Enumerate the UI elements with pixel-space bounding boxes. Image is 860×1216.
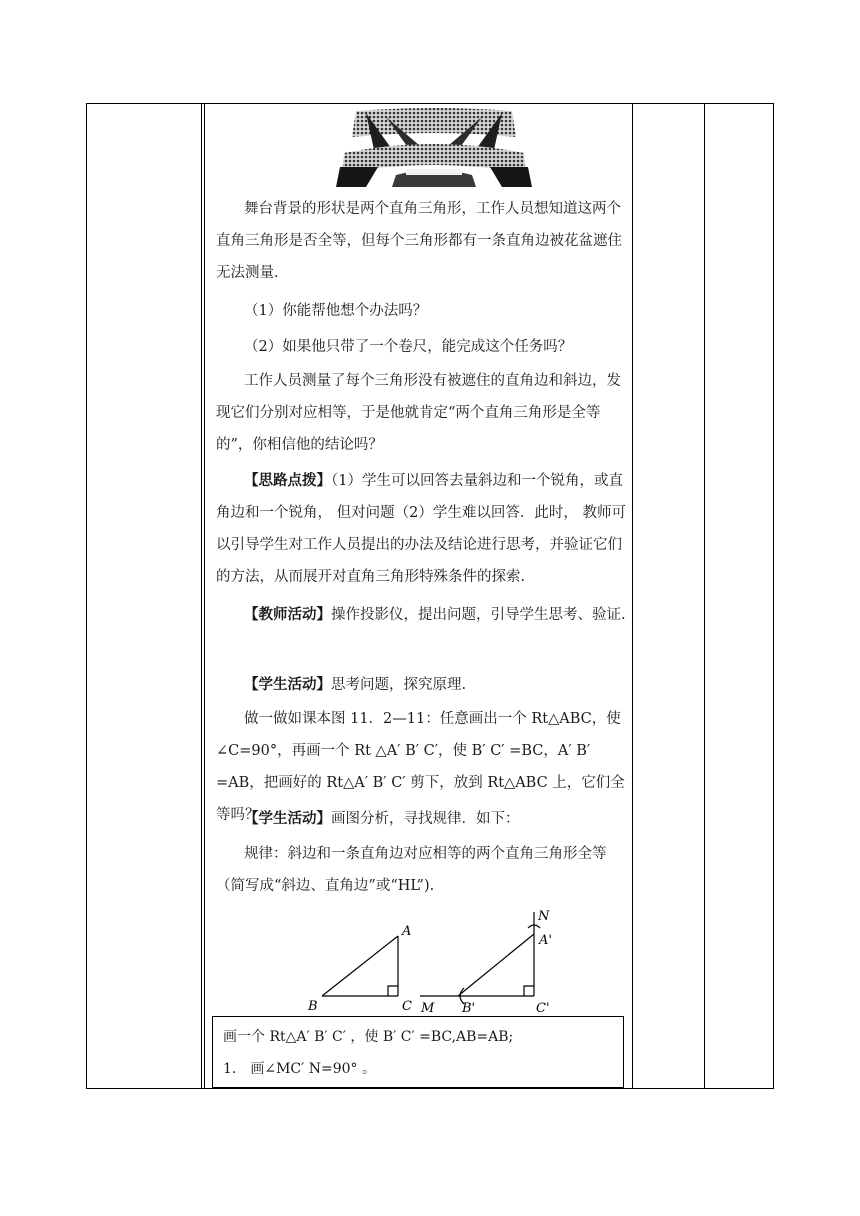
label-thinking-hint: 【思路点拨】 — [244, 472, 331, 489]
paragraph-thinking-hint — [216, 465, 626, 593]
construction-step-intro: 画一个 Rt△A′ B′ C′ ，使 B′ C′ =BC,AB=AB; — [223, 1029, 514, 1045]
text-teacher-activity: 操作投影仪，提出问题，引导学生思考、验证. — [331, 607, 626, 623]
right-angle-mark-c — [388, 986, 398, 996]
triangle-abc-hypotenuse — [322, 936, 398, 996]
triangle-figure — [302, 908, 562, 1016]
label-c: C — [402, 999, 412, 1014]
label-student-activity: 【学生活动】 — [244, 676, 331, 693]
label-m: M — [421, 1001, 435, 1016]
paragraph-try-it: 做一做如课本图 11．2—11：任意画出一个 Rt△ABC，使∠C=90°，再画一个 Rt △A′ B′ C′，使 B′ C′ =BC，A′ B′ =AB，把画好的 Rt△A′ B′ C′ 剪下，放到 Rt△ABC 上，它们全等吗？ — [216, 711, 625, 823]
content-cell — [202, 103, 632, 1089]
text-student-activity: 思考问题，探究原理. — [331, 677, 467, 693]
triangle-abc-prime-hypotenuse — [458, 934, 534, 996]
paragraph-student-activity-2 — [216, 803, 626, 835]
label-a: A — [402, 924, 412, 939]
stage-photo — [336, 107, 532, 189]
paragraph-question-2: （2）如果他只带了一个卷尺，能完成这个任务吗？ — [244, 339, 573, 355]
paragraph-stage-problem: 舞台背景的形状是两个直角三角形，工作人员想知道这两个直角三角形是否全等，但每个三角形都有一条直角边被花盆遮住无法测量. — [216, 201, 622, 281]
paragraph-teacher-activity — [216, 599, 626, 631]
table-col-border — [86, 103, 87, 1089]
table-col-border — [773, 103, 774, 1089]
label-c-prime: C' — [536, 1001, 550, 1016]
paragraph-student-activity-1 — [216, 669, 626, 701]
table-col-border — [704, 103, 705, 1089]
label-b-prime: B' — [462, 1001, 476, 1016]
paragraph-hl-rule: 规律：斜边和一条直角边对应相等的两个直角三角形全等（简写成“斜边、直角边”或“HL”). — [216, 846, 607, 894]
right-angle-mark-c-prime — [524, 986, 534, 996]
construction-steps-box — [212, 1016, 624, 1088]
label-teacher-activity: 【教师活动】 — [244, 606, 331, 623]
text-thinking-hint: （1）学生可以回答去量斜边和一个锐角，或直角边和一个锐角， 但对问题（2）学生难以回答．此时， 教师可以引导学生对工作人员提出的办法及结论进行思考，并验证它们的方法，从而展开对直角三角形特殊条件的探索. — [216, 473, 626, 585]
paragraph-worker-measurement: 工作人员测量了每个三角形没有被遮住的直角边和斜边，发现它们分别对应相等，于是他就肯定“两个直角三角形是全等的”，你相信他的结论吗？ — [216, 373, 621, 453]
label-student-activity: 【学生活动】 — [244, 810, 331, 827]
paragraph-question-1: （1）你能帮他想个办法吗？ — [244, 303, 428, 319]
table-col-border — [632, 103, 633, 1089]
label-n: N — [538, 909, 550, 924]
label-b: B — [308, 999, 318, 1014]
construction-step-1: 1． 画∠MC′ N=90° 。 — [223, 1061, 377, 1077]
label-a-prime: A' — [539, 933, 552, 948]
text-student-activity: 画图分析，寻找规律．如下： — [331, 811, 520, 827]
